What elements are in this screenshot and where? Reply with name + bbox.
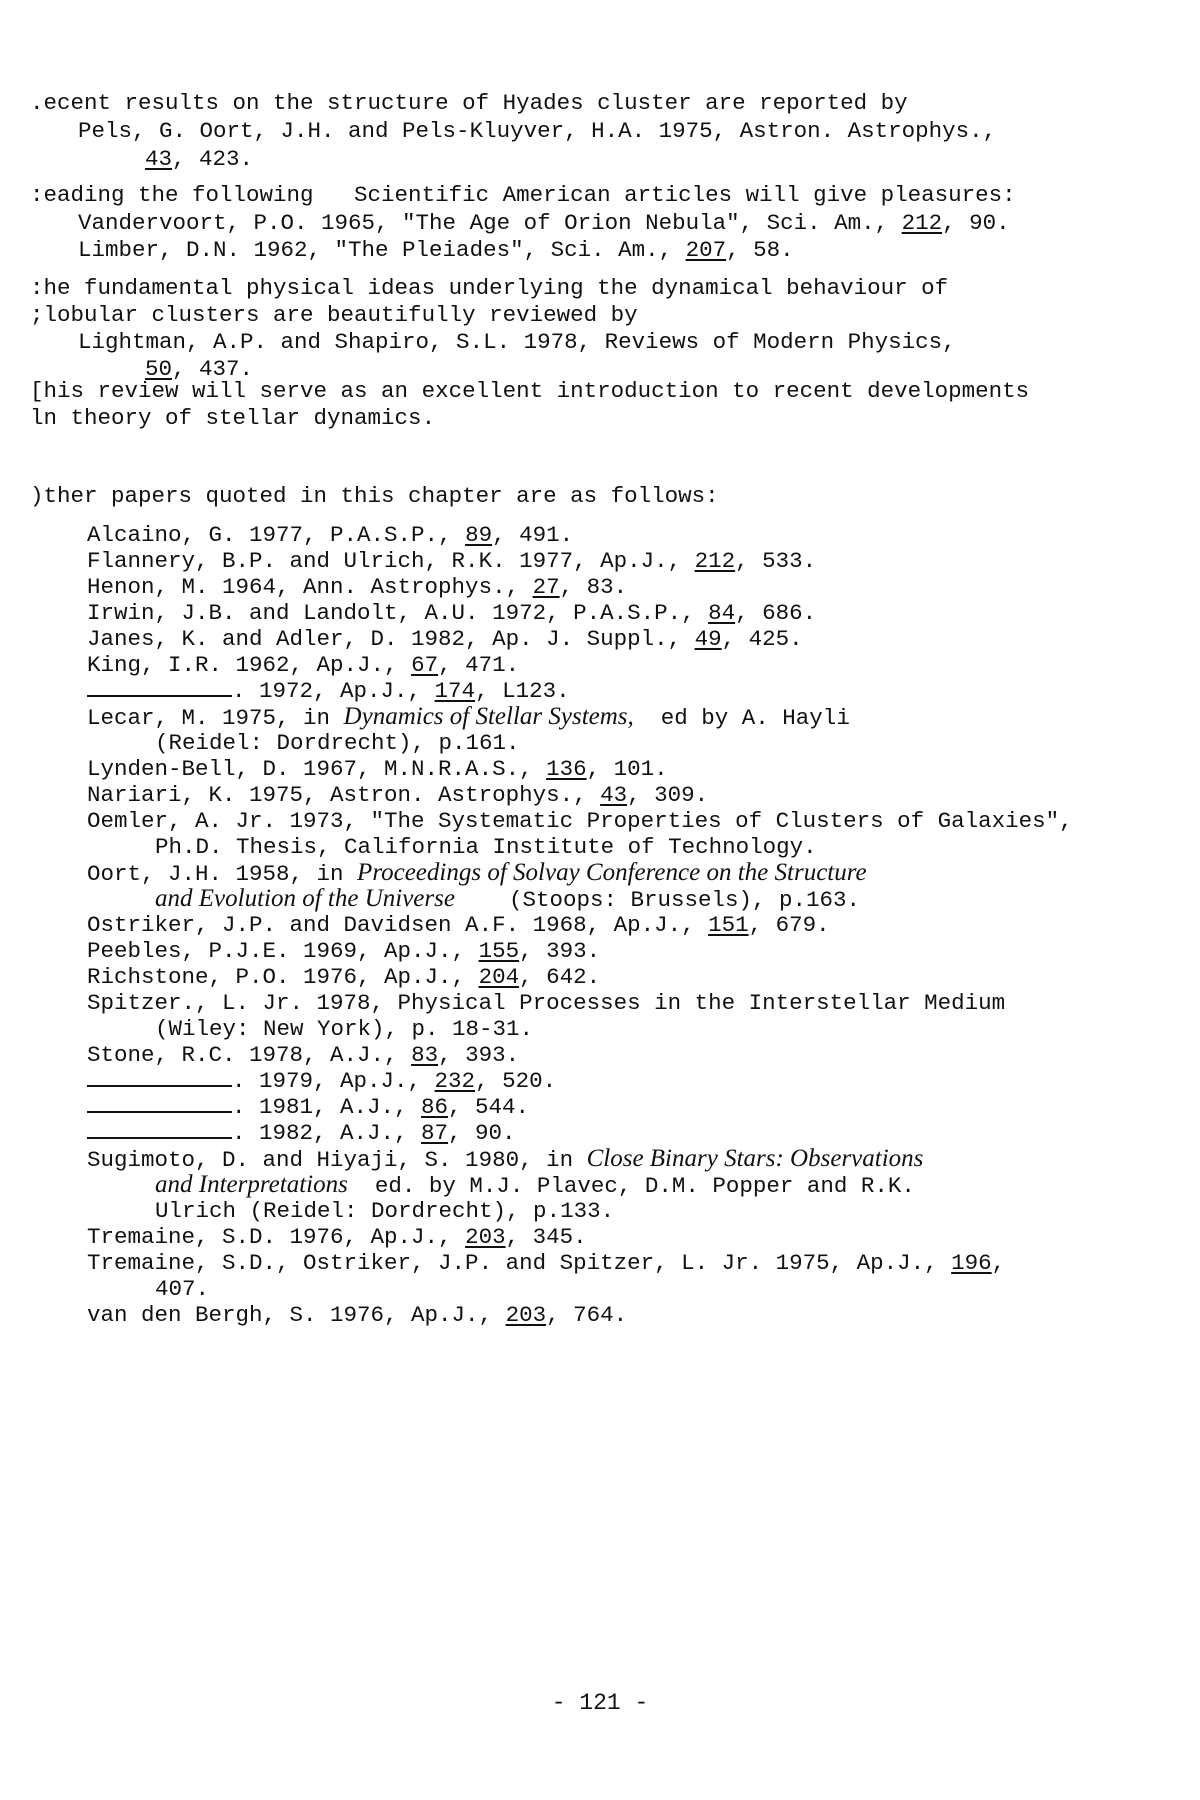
text: ;lobular clusters are beautifully reviewed by xyxy=(30,302,638,328)
text: [his review will serve as an excellent introduction to recent developments xyxy=(30,378,1030,404)
title: Proceedings of Solvay Conference on the Structure xyxy=(357,859,867,886)
text: Richstone, P.O. 1976, Ap.J., xyxy=(87,964,479,990)
text: Sugimoto, D. and Hiyaji, S. 1980, in xyxy=(87,1147,587,1173)
text: . 1981, A.J., xyxy=(232,1094,422,1120)
text: Peebles, P.J.E. 1969, Ap.J., xyxy=(87,938,479,964)
text: Pels, G. Oort, J.H. and Pels-Kluyver, H.A. 1975, Astron. Astrophys., xyxy=(78,118,997,144)
text: Vandervoort, P.O. 1965, "The Age of Orion Nebula", Sci. Am., xyxy=(78,210,902,236)
intro-hyades-ref-cont xyxy=(145,144,253,174)
text: Ulrich (Reidel: Dordrecht), p.133. xyxy=(155,1198,615,1224)
text: , 520. xyxy=(475,1068,557,1094)
text: , L123. xyxy=(475,678,570,704)
text: . 1979, Ap.J., xyxy=(232,1068,435,1094)
text: Irwin, J.B. and Landolt, A.U. 1972, P.A.S.P., xyxy=(87,600,709,626)
ditto-rule xyxy=(87,1121,232,1139)
text: , 90. xyxy=(448,1120,516,1146)
text: , 423. xyxy=(172,146,254,172)
volume: 203 xyxy=(505,1302,547,1328)
volume: 27 xyxy=(532,574,560,600)
volume: 87 xyxy=(421,1120,449,1146)
ref-lightman xyxy=(78,327,956,357)
title: Dynamics of Stellar Systems, xyxy=(343,703,634,730)
intro-hyades-line xyxy=(30,88,908,118)
text: :he fundamental physical ideas underlying the dynamical behaviour of xyxy=(30,275,949,301)
intro-fundamental-2 xyxy=(30,300,638,330)
volume: 43 xyxy=(145,146,173,172)
text: (Wiley: New York), p. 18-31. xyxy=(155,1016,534,1042)
text: Flannery, B.P. and Ulrich, R.K. 1977, Ap.J., xyxy=(87,548,695,574)
text: . 1982, A.J., xyxy=(232,1120,422,1146)
text: Ph.D. Thesis, California Institute of Technology. xyxy=(155,834,817,860)
text: , 471. xyxy=(438,652,520,678)
text: , 90. xyxy=(942,210,1010,236)
text: (Reidel: Dordrecht), p.161. xyxy=(155,730,520,756)
volume: 204 xyxy=(478,964,520,990)
text: (Stoops: Brussels), p.163. xyxy=(454,887,861,913)
text: , 437. xyxy=(172,356,254,382)
text: ed. by M.J. Plavec, D.M. Popper and R.K. xyxy=(347,1173,915,1199)
intro-hyades-ref xyxy=(78,116,996,146)
page-number: - 121 - xyxy=(551,1690,649,1716)
text: Tremaine, S.D. 1976, Ap.J., xyxy=(87,1224,466,1250)
text: , 393. xyxy=(519,938,601,964)
text: , 309. xyxy=(627,782,709,808)
text: Lecar, M. 1975, in xyxy=(87,705,344,731)
text: Alcaino, G. 1977, P.A.S.P., xyxy=(87,522,466,548)
ref-limber xyxy=(78,235,794,265)
text: Oemler, A. Jr. 1973, "The Systematic Properties of Clusters of Galaxies", xyxy=(87,808,1073,834)
text: , 393. xyxy=(438,1042,520,1068)
text: , 679. xyxy=(748,912,830,938)
section-heading-other-papers xyxy=(30,481,719,511)
ditto-rule xyxy=(87,1095,232,1113)
text: Spitzer., L. Jr. 1978, Physical Processes in the Interstellar Medium xyxy=(87,990,1006,1016)
volume: 49 xyxy=(694,626,722,652)
volume: 174 xyxy=(434,678,476,704)
volume: 155 xyxy=(478,938,520,964)
text: Janes, K. and Adler, D. 1982, Ap. J. Suppl., xyxy=(87,626,695,652)
volume: 50 xyxy=(145,356,173,382)
text: Lightman, A.P. and Shapiro, S.L. 1978, Reviews of Modern Physics, xyxy=(78,329,956,355)
text: , 686. xyxy=(735,600,817,626)
volume: 136 xyxy=(546,756,587,782)
volume: 196 xyxy=(951,1250,992,1276)
ref-vandervoort xyxy=(78,208,1010,238)
text: van den Bergh, S. 1976, Ap.J., xyxy=(87,1302,506,1328)
volume: 207 xyxy=(685,237,727,263)
volume: 83 xyxy=(411,1042,439,1068)
text: :eading the following Scientific American articles will give pleasures: xyxy=(30,182,1016,208)
text: Tremaine, S.D., Ostriker, J.P. and Spitzer, L. Jr. 1975, Ap.J., xyxy=(87,1250,952,1276)
text: , 425. xyxy=(721,626,803,652)
ref-van-den-bergh xyxy=(87,1300,627,1330)
text: King, I.R. 1962, Ap.J., xyxy=(87,652,412,678)
text: Ostriker, J.P. and Davidsen A.F. 1968, Ap.J., xyxy=(87,912,709,938)
text: Lynden-Bell, D. 1967, M.N.R.A.S., xyxy=(87,756,547,782)
text: , 58. xyxy=(726,237,794,263)
text: , 533. xyxy=(735,548,817,574)
text: . 1972, Ap.J., xyxy=(232,678,435,704)
title: Close Binary Stars: Observations xyxy=(586,1145,924,1172)
text: , 491. xyxy=(492,522,574,548)
volume: 86 xyxy=(421,1094,449,1120)
title: and Evolution of the Universe xyxy=(155,885,455,912)
ditto-rule xyxy=(87,679,232,697)
intro-review-1 xyxy=(30,376,1029,406)
text: Stone, R.C. 1978, A.J., xyxy=(87,1042,412,1068)
text: , xyxy=(991,1250,1006,1276)
text: , 83. xyxy=(559,574,628,600)
text: Henon, M. 1964, Ann. Astrophys., xyxy=(87,574,533,600)
volume: 43 xyxy=(600,782,628,808)
text: 407. xyxy=(155,1276,210,1302)
text: Oort, J.H. 1958, in xyxy=(87,861,358,887)
ref-tremaine-1975 xyxy=(87,1248,1005,1278)
volume: 232 xyxy=(434,1068,476,1094)
text: , 642. xyxy=(519,964,601,990)
volume: 151 xyxy=(708,912,749,938)
volume: 67 xyxy=(411,652,439,678)
volume: 203 xyxy=(465,1224,506,1250)
text: , 345. xyxy=(505,1224,587,1250)
text: .ecent results on the structure of Hyades cluster are reported by xyxy=(30,90,908,116)
volume: 89 xyxy=(465,522,493,548)
volume: 212 xyxy=(901,210,943,236)
text: , 544. xyxy=(448,1094,530,1120)
intro-reading-line xyxy=(30,180,1016,210)
volume: 212 xyxy=(694,548,736,574)
title: and Interpretations xyxy=(155,1171,348,1198)
text: Nariari, K. 1975, Astron. Astrophys., xyxy=(87,782,601,808)
text: Limber, D.N. 1962, "The Pleiades", Sci. Am., xyxy=(78,237,686,263)
text: ed by A. Hayli xyxy=(633,705,850,731)
text: , 101. xyxy=(586,756,668,782)
intro-fundamental-1 xyxy=(30,273,948,303)
intro-review-2 xyxy=(30,403,435,433)
text: )ther papers quoted in this chapter are as follows: xyxy=(30,483,719,509)
volume: 84 xyxy=(708,600,736,626)
ditto-rule xyxy=(87,1069,232,1087)
text: , 764. xyxy=(546,1302,628,1328)
text: ln theory of stellar dynamics. xyxy=(30,405,436,431)
